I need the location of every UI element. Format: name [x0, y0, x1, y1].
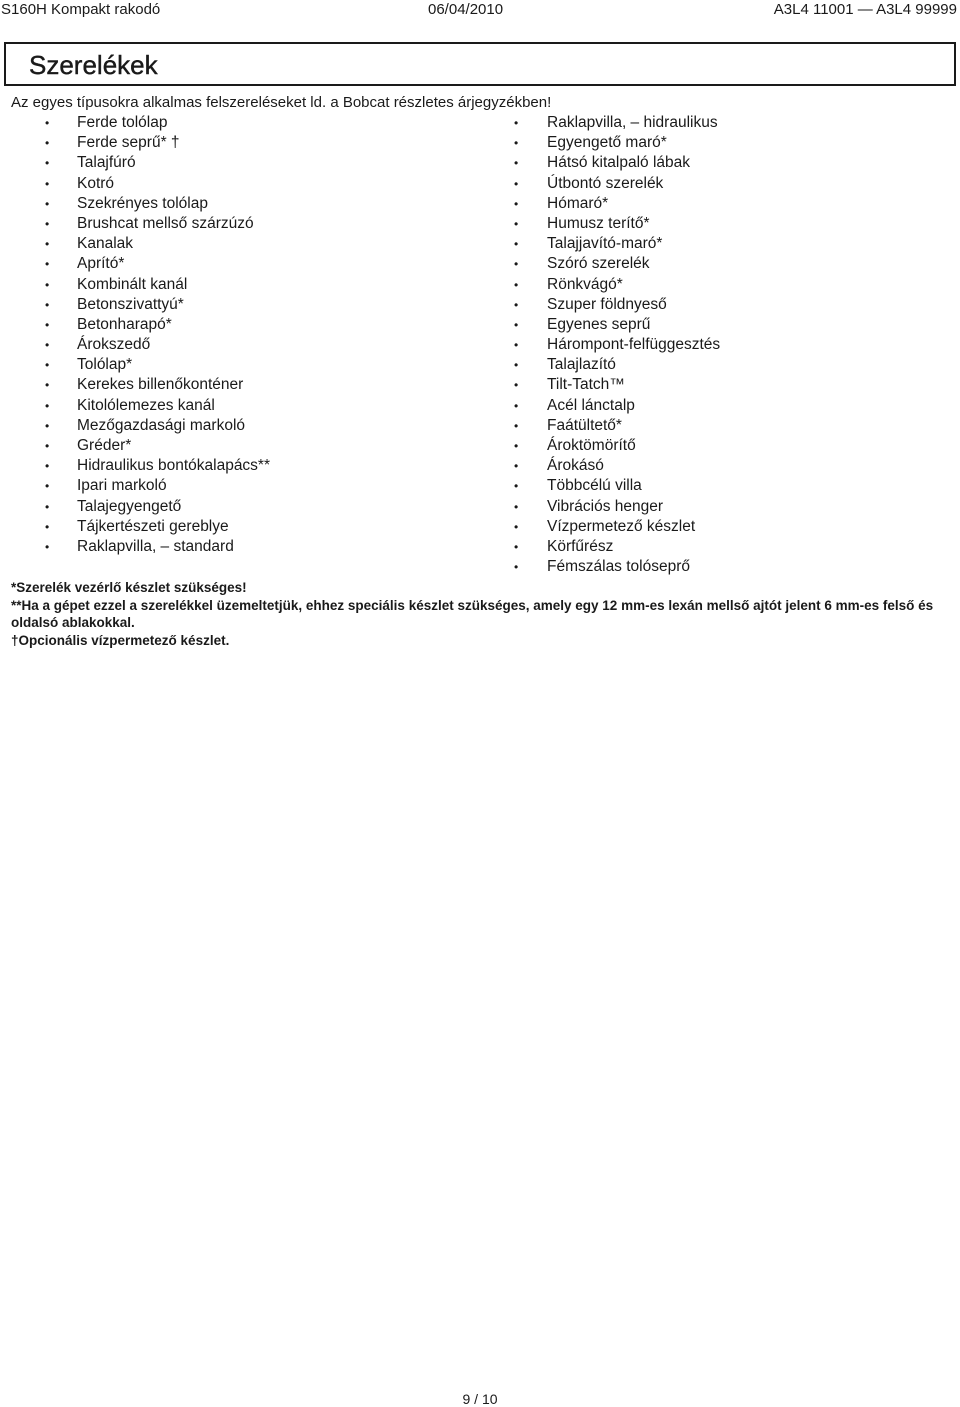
list-item [45, 396, 270, 416]
bullet-icon: • [45, 156, 50, 171]
bullet-icon: • [514, 398, 519, 413]
list-item [514, 497, 720, 517]
bullet-icon: • [45, 519, 50, 534]
list-item-label: Hátsó kitalpaló lábak [547, 154, 691, 172]
list-item-label: Betonharapó* [77, 315, 172, 333]
list-item [45, 375, 270, 395]
list-item [45, 335, 270, 355]
bullet-icon: • [514, 378, 519, 393]
list-item-label: Árokszedő [77, 336, 151, 354]
bullet-icon: • [45, 338, 50, 353]
list-item-label: Kanalak [77, 235, 134, 253]
list-item-label: Talajfúró [77, 154, 136, 172]
list-item [45, 517, 270, 537]
bullet-icon: • [45, 196, 50, 211]
attachments-list-left [45, 113, 271, 557]
bullet-icon: • [514, 560, 519, 575]
bullet-icon: • [514, 539, 519, 554]
list-item [514, 456, 720, 476]
list-item-label: Többcélú villa [547, 477, 642, 495]
list-item [514, 335, 721, 355]
list-item-label: Ferde seprű* † [77, 134, 180, 152]
list-item [514, 295, 720, 315]
bullet-icon: • [45, 358, 50, 373]
list-item [45, 456, 271, 476]
list-item-label: Körfűrész [547, 537, 614, 555]
list-item [514, 113, 720, 133]
bullet-icon: • [514, 499, 519, 514]
bullet-icon: • [45, 317, 50, 332]
bullet-icon: • [514, 418, 519, 433]
footnote: †Opcionális vízpermetező készlet. [11, 632, 230, 648]
bullet-icon: • [45, 459, 50, 474]
list-item-label: Brushcat mellső szárzúzó [77, 214, 254, 232]
list-item [45, 153, 270, 173]
footnote: **Ha a gépet ezzel a szerelékkel üzemeltetjük, ehhez speciális készlet szükséges, amely egy 12 mm-es lexán mellső ajtót jelent 6 mm-es felső és oldalsó ablakokkal. [11, 597, 934, 630]
list-item-label: Egyengető maró* [547, 134, 667, 152]
list-item-label: Vibrációs henger [547, 497, 664, 515]
bullet-icon: • [514, 156, 519, 171]
list-item [514, 375, 720, 395]
list-item [45, 416, 270, 436]
bullet-icon: • [45, 439, 50, 453]
section-title: Szerelékek [29, 50, 158, 80]
list-item-label: Szóró szerelék [547, 255, 650, 273]
list-item-label: Egyenes seprű [547, 315, 651, 333]
bullet-icon: • [514, 196, 519, 211]
list-item-label: Kerekes billenőkonténer [77, 376, 244, 394]
list-item [45, 537, 270, 557]
page-header [0, 0, 960, 20]
bullet-icon: • [514, 358, 519, 373]
list-item-label: Betonszivattyú* [77, 295, 184, 313]
list-item [514, 315, 720, 335]
list-item [514, 416, 720, 436]
bullet-icon: • [45, 418, 50, 433]
list-item-label: Vízpermetező készlet [547, 517, 696, 535]
list-item [45, 234, 270, 254]
list-item [45, 476, 270, 496]
list-item [514, 396, 720, 416]
bullet-icon: • [45, 257, 50, 272]
list-item [514, 476, 720, 496]
list-item-label: Hidraulikus bontókalapács** [77, 457, 271, 475]
list-item-label: Tájkertészeti gereblye [77, 517, 229, 535]
bullet-icon: • [514, 439, 519, 453]
list-item [514, 275, 720, 295]
list-item [45, 254, 270, 274]
list-item-label: Raklapvilla, – standard [77, 537, 234, 555]
list-item [514, 234, 720, 254]
bullet-icon: • [514, 176, 519, 191]
header-model: S160H Kompakt rakodó [1, 1, 161, 18]
section-title-box [4, 42, 956, 86]
list-item [45, 113, 270, 133]
list-item-label: Tolólap* [77, 356, 133, 374]
list-item [45, 295, 270, 315]
list-item [514, 517, 720, 537]
footnotes [11, 579, 953, 649]
list-item [45, 275, 270, 295]
list-item [514, 557, 720, 577]
bullet-icon: • [514, 136, 519, 151]
list-item [514, 254, 720, 274]
list-item-label: Gréder* [77, 437, 132, 454]
list-item [45, 497, 270, 517]
bullet-icon: • [514, 297, 519, 312]
list-item-label: Mezőgazdasági markoló [77, 416, 246, 434]
list-item-label: Humusz terítő* [547, 214, 650, 232]
list-item-label: Talajjavító-maró* [547, 235, 663, 253]
bullet-icon: • [514, 277, 519, 292]
footnote: *Szerelék vezérlő készlet szükséges! [11, 580, 247, 595]
page-number: 9 / 10 [462, 1391, 498, 1407]
bullet-icon: • [514, 479, 519, 494]
list-item [45, 355, 270, 375]
attachments-list-right [514, 113, 721, 577]
list-item-label: Útbontó szerelék [547, 174, 664, 192]
list-item-label: Szuper földnyeső [547, 295, 667, 313]
list-item [514, 153, 720, 173]
bullet-icon: • [45, 237, 50, 252]
list-item [45, 436, 270, 456]
list-item-label: Ároktömörítő [547, 437, 636, 454]
list-item-label: Raklapvilla, – hidraulikus [547, 114, 718, 131]
bullet-icon: • [45, 277, 50, 292]
list-item-label: Kotró [77, 174, 115, 192]
list-item [45, 133, 270, 153]
list-item-label: Hómaró* [547, 194, 609, 212]
list-item [45, 315, 270, 335]
list-item-label: Fémszálas tolóseprő [547, 558, 691, 576]
list-item [514, 174, 720, 194]
bullet-icon: • [514, 257, 519, 272]
bullet-icon: • [45, 398, 50, 413]
header-date: 06/04/2010 [428, 1, 504, 18]
list-item [514, 436, 720, 456]
bullet-icon: • [45, 216, 50, 231]
list-item-label: Talajlazító [547, 356, 616, 374]
list-item [45, 194, 270, 214]
bullet-icon: • [45, 479, 50, 494]
list-item-label: Kombinált kanál [77, 275, 188, 293]
list-item [514, 133, 720, 153]
list-item [514, 194, 720, 214]
list-item [514, 355, 720, 375]
bullet-icon: • [514, 459, 519, 474]
list-item-label: Aprító* [77, 255, 125, 273]
list-item-label: Tilt-Tatch™ [547, 376, 625, 394]
bullet-icon: • [45, 176, 50, 191]
list-item [45, 214, 270, 234]
list-item-label: Talajegyengető [77, 497, 182, 515]
list-item-label: Hárompont-felfüggesztés [547, 336, 721, 354]
list-item-label: Ferde tolólap [77, 114, 168, 131]
list-item-label: Szekrényes tolólap [77, 194, 208, 212]
list-item-label: Árokásó [547, 457, 604, 475]
list-item-label: Rönkvágó* [547, 275, 623, 293]
bullet-icon: • [514, 519, 519, 534]
list-item [514, 537, 720, 557]
bullet-icon: • [45, 297, 50, 312]
bullet-icon: • [514, 216, 519, 231]
bullet-icon: • [45, 499, 50, 514]
list-item [45, 174, 270, 194]
bullet-icon: • [514, 116, 519, 130]
bullet-icon: • [514, 338, 519, 353]
bullet-icon: • [45, 378, 50, 393]
bullet-icon: • [45, 116, 50, 130]
bullet-icon: • [514, 317, 519, 332]
bullet-icon: • [45, 136, 50, 151]
intro-text: Az egyes típusokra alkalmas felszereléseket ld. a Bobcat részletes árjegyzékben! [11, 94, 552, 111]
header-serial-range: A3L4 11001 — A3L4 99999 [773, 1, 957, 18]
list-item [514, 214, 720, 234]
list-item-label: Kitolólemezes kanál [77, 396, 215, 414]
list-item-label: Acél lánctalp [547, 396, 635, 414]
bullet-icon: • [45, 539, 50, 554]
list-item-label: Ipari markoló [77, 477, 167, 495]
list-item-label: Faátültető* [547, 416, 622, 434]
bullet-icon: • [514, 237, 519, 252]
